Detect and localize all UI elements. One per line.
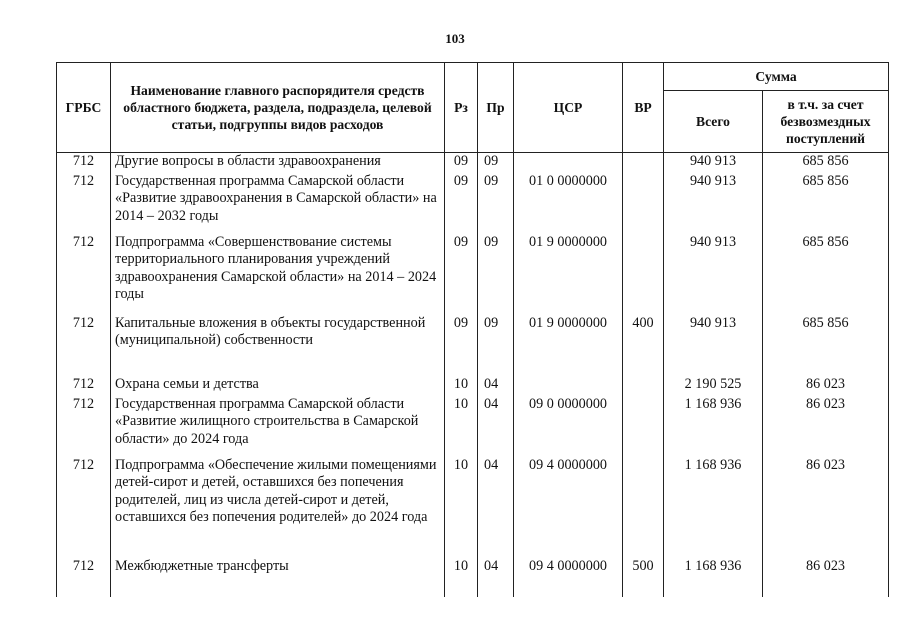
- cell-csr: [514, 153, 623, 173]
- cell-name: Капитальные вложения в объекты государственной (муниципальной) собственности: [111, 315, 445, 376]
- cell-free: 86 023: [763, 396, 889, 457]
- table-body: [57, 153, 889, 598]
- cell-csr: 09 4 0000000: [514, 457, 623, 558]
- cell-pr: 09: [478, 315, 514, 376]
- cell-vr: [623, 234, 664, 315]
- cell-grbs: 712: [57, 558, 111, 598]
- cell-free: 685 856: [763, 153, 889, 173]
- cell-total: 1 168 936: [664, 457, 763, 558]
- cell-total: 940 913: [664, 315, 763, 376]
- header-vr: ВР: [623, 63, 664, 153]
- table-row: [57, 234, 889, 315]
- cell-rz: 09: [445, 315, 478, 376]
- cell-grbs: 712: [57, 153, 111, 173]
- cell-vr: [623, 173, 664, 234]
- header-csr: ЦСР: [514, 63, 623, 153]
- cell-grbs: 712: [57, 234, 111, 315]
- cell-name: Межбюджетные трансферты: [111, 558, 445, 598]
- cell-csr: 01 0 0000000: [514, 173, 623, 234]
- cell-pr: 04: [478, 457, 514, 558]
- cell-total: 2 190 525: [664, 376, 763, 396]
- cell-free: 685 856: [763, 173, 889, 234]
- cell-rz: 09: [445, 173, 478, 234]
- cell-pr: 04: [478, 558, 514, 598]
- cell-free: 685 856: [763, 234, 889, 315]
- cell-free: 86 023: [763, 376, 889, 396]
- cell-csr: 01 9 0000000: [514, 315, 623, 376]
- cell-name: Государственная программа Самарской области «Развитие здравоохранения в Самарской области» на 2014 – 2032 годы: [111, 173, 445, 234]
- cell-grbs: 712: [57, 457, 111, 558]
- cell-pr: 04: [478, 396, 514, 457]
- cell-name: Подпрограмма «Совершенствование системы территориального планирования учреждений здравоохранения Самарской области» на 2014 – 2024 годы: [111, 234, 445, 315]
- header-rz: Рз: [445, 63, 478, 153]
- cell-grbs: 712: [57, 315, 111, 376]
- cell-vr: 500: [623, 558, 664, 598]
- cell-name: Государственная программа Самарской области «Развитие жилищного строительства в Самарской области» до 2024 года: [111, 396, 445, 457]
- cell-free: 685 856: [763, 315, 889, 376]
- cell-vr: [623, 396, 664, 457]
- header-name: Наименование главного распорядителя средств областного бюджета, раздела, подраздела, целевой статьи, подгруппы видов расходов: [111, 63, 445, 153]
- cell-csr: 09 4 0000000: [514, 558, 623, 598]
- cell-free: 86 023: [763, 457, 889, 558]
- header-total: Всего: [664, 91, 763, 153]
- cell-csr: [514, 376, 623, 396]
- table-header: [57, 63, 889, 153]
- cell-rz: 10: [445, 457, 478, 558]
- cell-total: 1 168 936: [664, 558, 763, 598]
- cell-name: Другие вопросы в области здравоохранения: [111, 153, 445, 173]
- cell-pr: 09: [478, 234, 514, 315]
- cell-pr: 09: [478, 173, 514, 234]
- cell-rz: 10: [445, 376, 478, 396]
- cell-name: Подпрограмма «Обеспечение жилыми помещениями детей-сирот и детей, оставшихся без попечения родителей, лиц из числа детей-сирот и детей, оставшихся без попечения родителей» до 2024 года: [111, 457, 445, 558]
- table-row: [57, 558, 889, 598]
- cell-grbs: 712: [57, 396, 111, 457]
- cell-pr: 09: [478, 153, 514, 173]
- table-row: [57, 315, 889, 376]
- cell-vr: [623, 153, 664, 173]
- cell-total: 940 913: [664, 153, 763, 173]
- cell-rz: 10: [445, 558, 478, 598]
- cell-total: 940 913: [664, 234, 763, 315]
- cell-rz: 10: [445, 396, 478, 457]
- table-row: [57, 376, 889, 396]
- cell-vr: [623, 457, 664, 558]
- cell-vr: [623, 376, 664, 396]
- cell-name: Охрана семьи и детства: [111, 376, 445, 396]
- cell-rz: 09: [445, 234, 478, 315]
- table-row: [57, 153, 889, 173]
- table-row: [57, 396, 889, 457]
- header-grbs: ГРБС: [57, 63, 111, 153]
- cell-grbs: 712: [57, 173, 111, 234]
- cell-total: 1 168 936: [664, 396, 763, 457]
- cell-pr: 04: [478, 376, 514, 396]
- cell-free: 86 023: [763, 558, 889, 598]
- table-row: [57, 457, 889, 558]
- header-pr: Пр: [478, 63, 514, 153]
- budget-table: [56, 62, 889, 598]
- cell-csr: 01 9 0000000: [514, 234, 623, 315]
- cell-vr: 400: [623, 315, 664, 376]
- page-number: 103: [445, 31, 465, 46]
- cell-grbs: 712: [57, 376, 111, 396]
- cell-csr: 09 0 0000000: [514, 396, 623, 457]
- header-sum: Сумма: [664, 63, 889, 91]
- cell-total: 940 913: [664, 173, 763, 234]
- header-free: в т.ч. за счет безвозмездных поступлений: [763, 91, 889, 153]
- cell-rz: 09: [445, 153, 478, 173]
- table-row: [57, 173, 889, 234]
